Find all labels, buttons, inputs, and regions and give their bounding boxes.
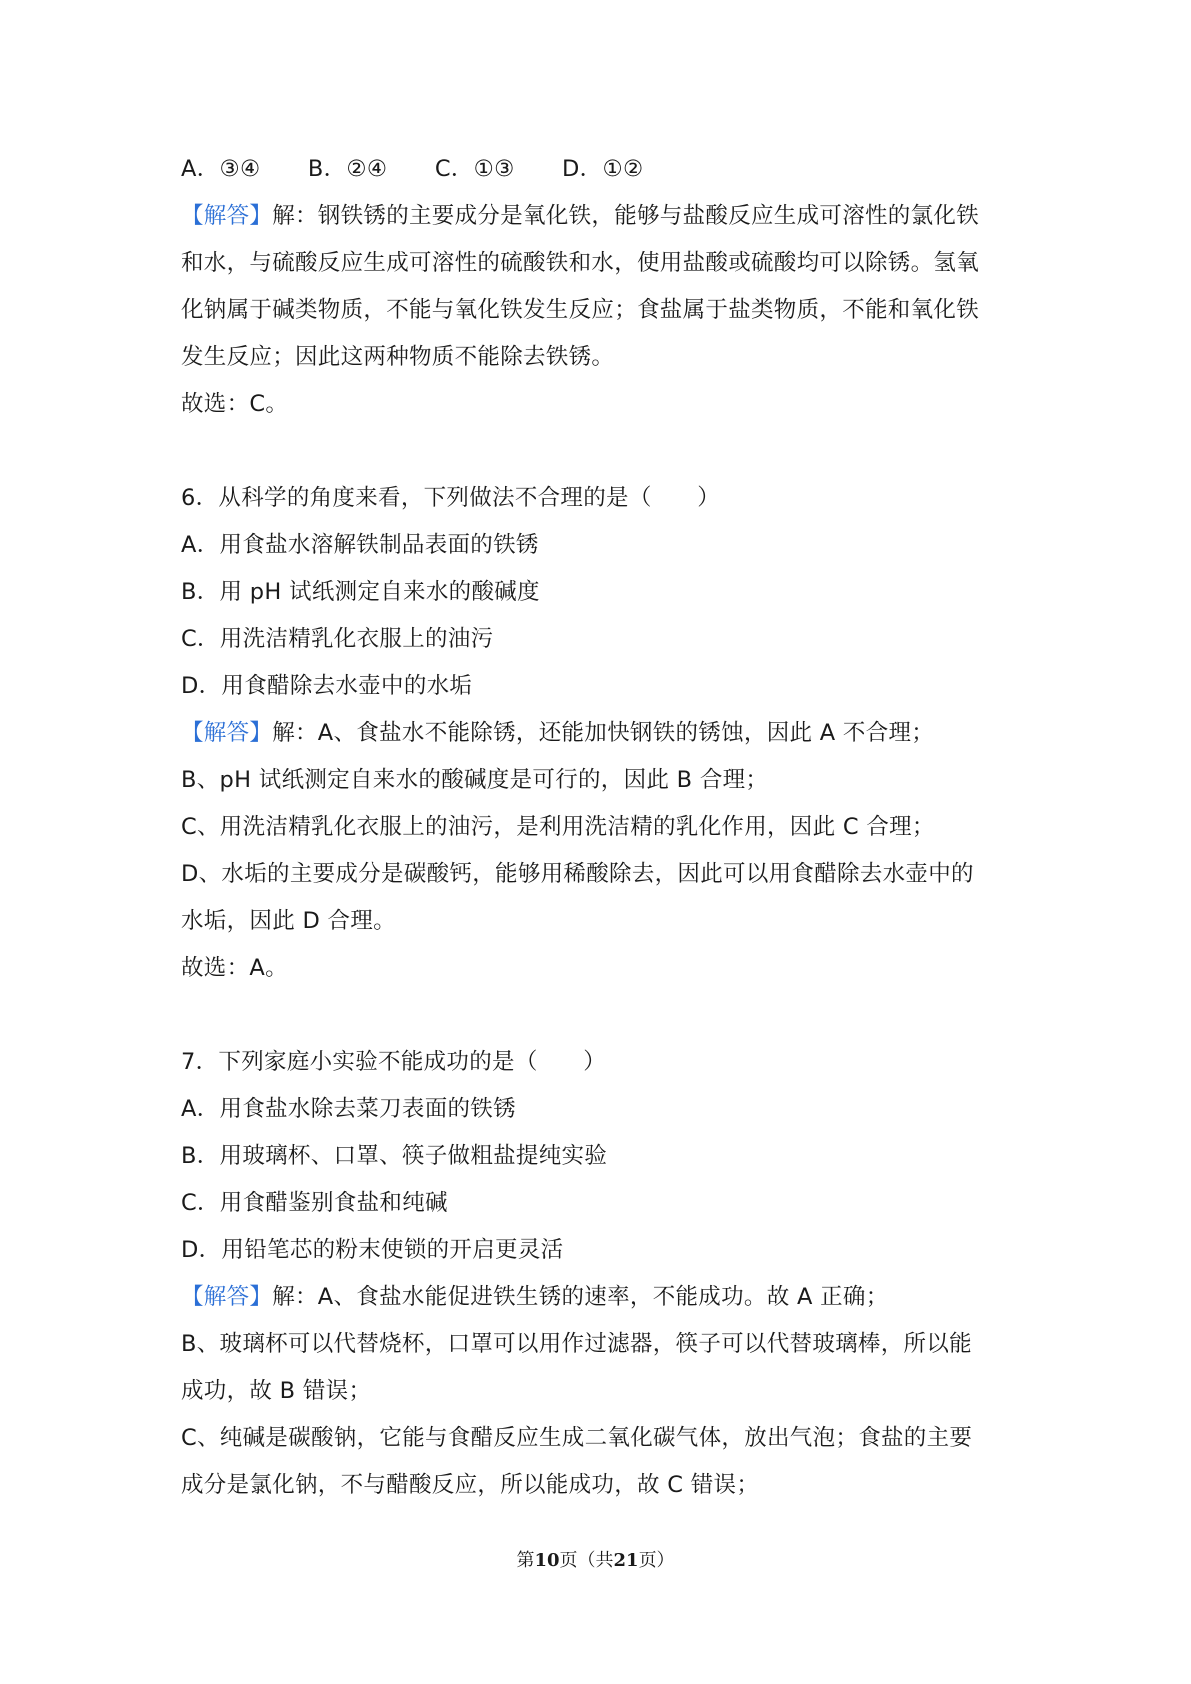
q7-stem: 7．下列家庭小实验不能成功的是（ ）	[181, 1049, 607, 1075]
footer-page-number: 10	[534, 1550, 560, 1571]
q6-option-b: B．用 pH 试纸测定自来水的酸碱度	[181, 579, 540, 605]
q6-option-c: C．用洗洁精乳化衣服上的油污	[181, 626, 494, 652]
spacer	[181, 992, 1021, 1039]
footer-prefix: 第	[516, 1550, 535, 1571]
page-content	[181, 146, 1021, 1509]
q6-option-a: A．用食盐水溶解铁制品表面的铁锈	[181, 532, 539, 558]
q6-answer-text-1: 解：A、食盐水不能除锈，还能加快钢铁的锈蚀，因此 A 不合理；	[272, 720, 935, 746]
q7-option-c: C．用食醋鉴别食盐和纯碱	[181, 1190, 448, 1216]
q6-answer-line-3: C、用洗洁精乳化衣服上的油污，是利用洗洁精的乳化作用，因此 C 合理；	[181, 814, 935, 840]
q6-conclusion: 故选：A。	[181, 955, 288, 981]
q5-options	[181, 146, 1021, 193]
footer-middle: 页（共	[559, 1550, 614, 1571]
q7-answer-line-1	[181, 1274, 1021, 1321]
q6-option-d: D．用食醋除去水壶中的水垢	[181, 673, 473, 699]
q5-answer-line-3: 化钠属于碱类物质，不能与氧化铁发生反应；食盐属于盐类物质，不能和氧化铁	[181, 297, 980, 323]
q7-answer-line-2: B、玻璃杯可以代替烧杯，口罩可以用作过滤器，筷子可以代替玻璃棒，所以能	[181, 1331, 972, 1357]
q6-answer-line-5: 水垢，因此 D 合理。	[181, 908, 396, 934]
footer-suffix: 页）	[638, 1550, 675, 1571]
spacer	[181, 428, 1021, 475]
q7-answer-line-3: 成功，故 B 错误；	[181, 1378, 372, 1404]
q7-answer-line-4: C、纯碱是碳酸钠，它能与食醋反应生成二氧化碳气体，放出气泡；食盐的主要	[181, 1425, 973, 1451]
q5-option-c: C．①③	[434, 156, 515, 182]
q5-answer-text-1: 解：钢铁锈的主要成分是氧化铁，能够与盐酸反应生成可溶性的氯化铁	[272, 203, 980, 229]
q6-answer-line-2: B、pH 试纸测定自来水的酸碱度是可行的，因此 B 合理；	[181, 767, 769, 793]
page-footer	[0, 1546, 1191, 1572]
q5-option-a: A．③④	[181, 156, 261, 182]
q7-answer-text-1: 解：A、食盐水能促进铁生锈的速率，不能成功。故 A 正确；	[272, 1284, 889, 1310]
q5-answer-line-2: 和水，与硫酸反应生成可溶性的硫酸铁和水，使用盐酸或硫酸均可以除锈。氢氧	[181, 250, 980, 276]
q7-answer-tag: 【解答】	[181, 1284, 273, 1310]
q6-answer-tag: 【解答】	[181, 720, 273, 746]
q5-answer-tag: 【解答】	[181, 203, 273, 229]
q6-stem: 6．从科学的角度来看，下列做法不合理的是（ ）	[181, 485, 721, 511]
q7-answer-line-5: 成分是氯化钠，不与醋酸反应，所以能成功，故 C 错误；	[181, 1472, 760, 1498]
q5-answer-line-4: 发生反应；因此这两种物质不能除去铁锈。	[181, 344, 615, 370]
q6-answer-line-4: D、水垢的主要成分是碳酸钙，能够用稀酸除去，因此可以用食醋除去水壶中的	[181, 861, 974, 887]
q5-answer-line-1	[181, 193, 1021, 240]
footer-total-pages: 21	[613, 1550, 639, 1571]
q7-option-b: B．用玻璃杯、口罩、筷子做粗盐提纯实验	[181, 1143, 608, 1169]
q7-option-a: A．用食盐水除去菜刀表面的铁锈	[181, 1096, 516, 1122]
q5-option-d: D．①②	[562, 156, 644, 182]
q5-option-b: B．②④	[307, 156, 388, 182]
q6-answer-line-1	[181, 710, 1021, 757]
q7-option-d: D．用铅笔芯的粉末使锁的开启更灵活	[181, 1237, 564, 1263]
q5-conclusion: 故选：C。	[181, 391, 289, 417]
